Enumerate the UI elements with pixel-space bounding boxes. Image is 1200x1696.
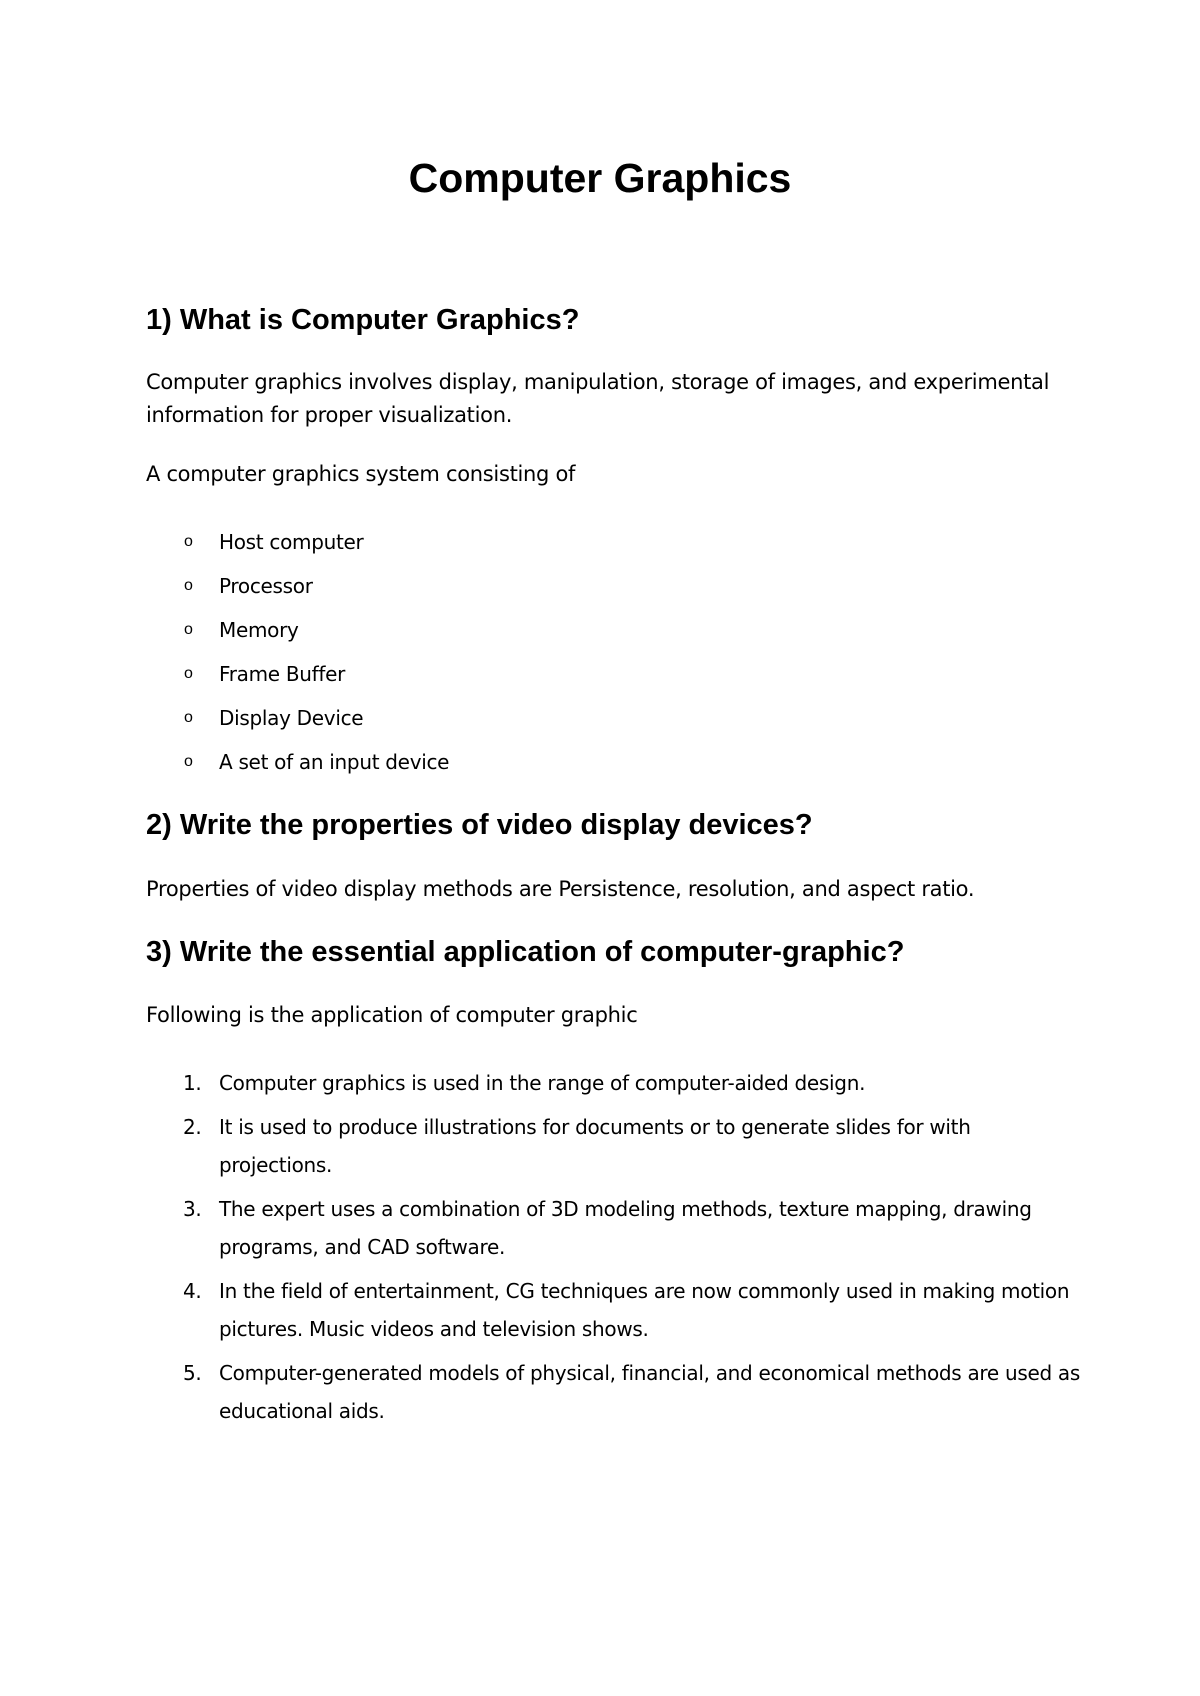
- list-item: [146, 1190, 1086, 1266]
- list-number: 3.: [183, 1197, 202, 1221]
- list-item-text: Display Device: [219, 706, 364, 730]
- bullet-marker: o: [184, 709, 193, 726]
- list-item-text: Frame Buffer: [219, 662, 346, 686]
- list-item: [146, 1354, 1086, 1430]
- list-item-text: It is used to produce illustrations for documents or to generate slides for with projections.: [219, 1115, 971, 1177]
- list-number: 4.: [183, 1279, 202, 1303]
- document-title: Computer Graphics: [408, 155, 792, 201]
- section-2-heading: 2) Write the properties of video display devices?: [146, 809, 813, 841]
- list-item-text: Processor: [219, 574, 313, 598]
- section-3-paragraph: Following is the application of computer graphic: [146, 1003, 638, 1027]
- list-item: [146, 1272, 1086, 1348]
- list-item-text: Computer graphics is used in the range of computer-aided design.: [219, 1071, 866, 1095]
- list-number: 2.: [183, 1115, 202, 1139]
- list-item-text: Memory: [219, 618, 299, 642]
- section-1-paragraph-1: Computer graphics involves display, manipulation, storage of images, and experimental information for proper visualization.: [146, 370, 1050, 427]
- list-item: [146, 1108, 1086, 1184]
- bullet-marker: o: [184, 753, 193, 770]
- applications-numbered-list: [146, 1064, 1086, 1436]
- bullet-marker: o: [184, 621, 193, 638]
- list-number: 5.: [183, 1361, 202, 1385]
- section-1-heading: 1) What is Computer Graphics?: [146, 304, 580, 336]
- bullet-marker: o: [184, 533, 193, 550]
- section-2-paragraph: Properties of video display methods are Persistence, resolution, and aspect ratio.: [146, 877, 975, 901]
- section-1-paragraph-2: A computer graphics system consisting of: [146, 462, 576, 486]
- bullet-marker: o: [184, 577, 193, 594]
- list-item-text: A set of an input device: [219, 750, 450, 774]
- list-item-text: In the field of entertainment, CG techniques are now commonly used in making motion pictures. Music videos and television shows.: [219, 1279, 1070, 1341]
- list-item: [146, 1064, 1086, 1102]
- list-item-text: The expert uses a combination of 3D modeling methods, texture mapping, drawing programs, and CAD software.: [219, 1197, 1032, 1259]
- list-item-text: Host computer: [219, 530, 364, 554]
- section-3-heading: 3) Write the essential application of computer-graphic?: [146, 936, 905, 968]
- list-number: 1.: [183, 1071, 202, 1095]
- bullet-marker: o: [184, 665, 193, 682]
- list-item-text: Computer-generated models of physical, financial, and economical methods are used as educational aids.: [219, 1361, 1080, 1423]
